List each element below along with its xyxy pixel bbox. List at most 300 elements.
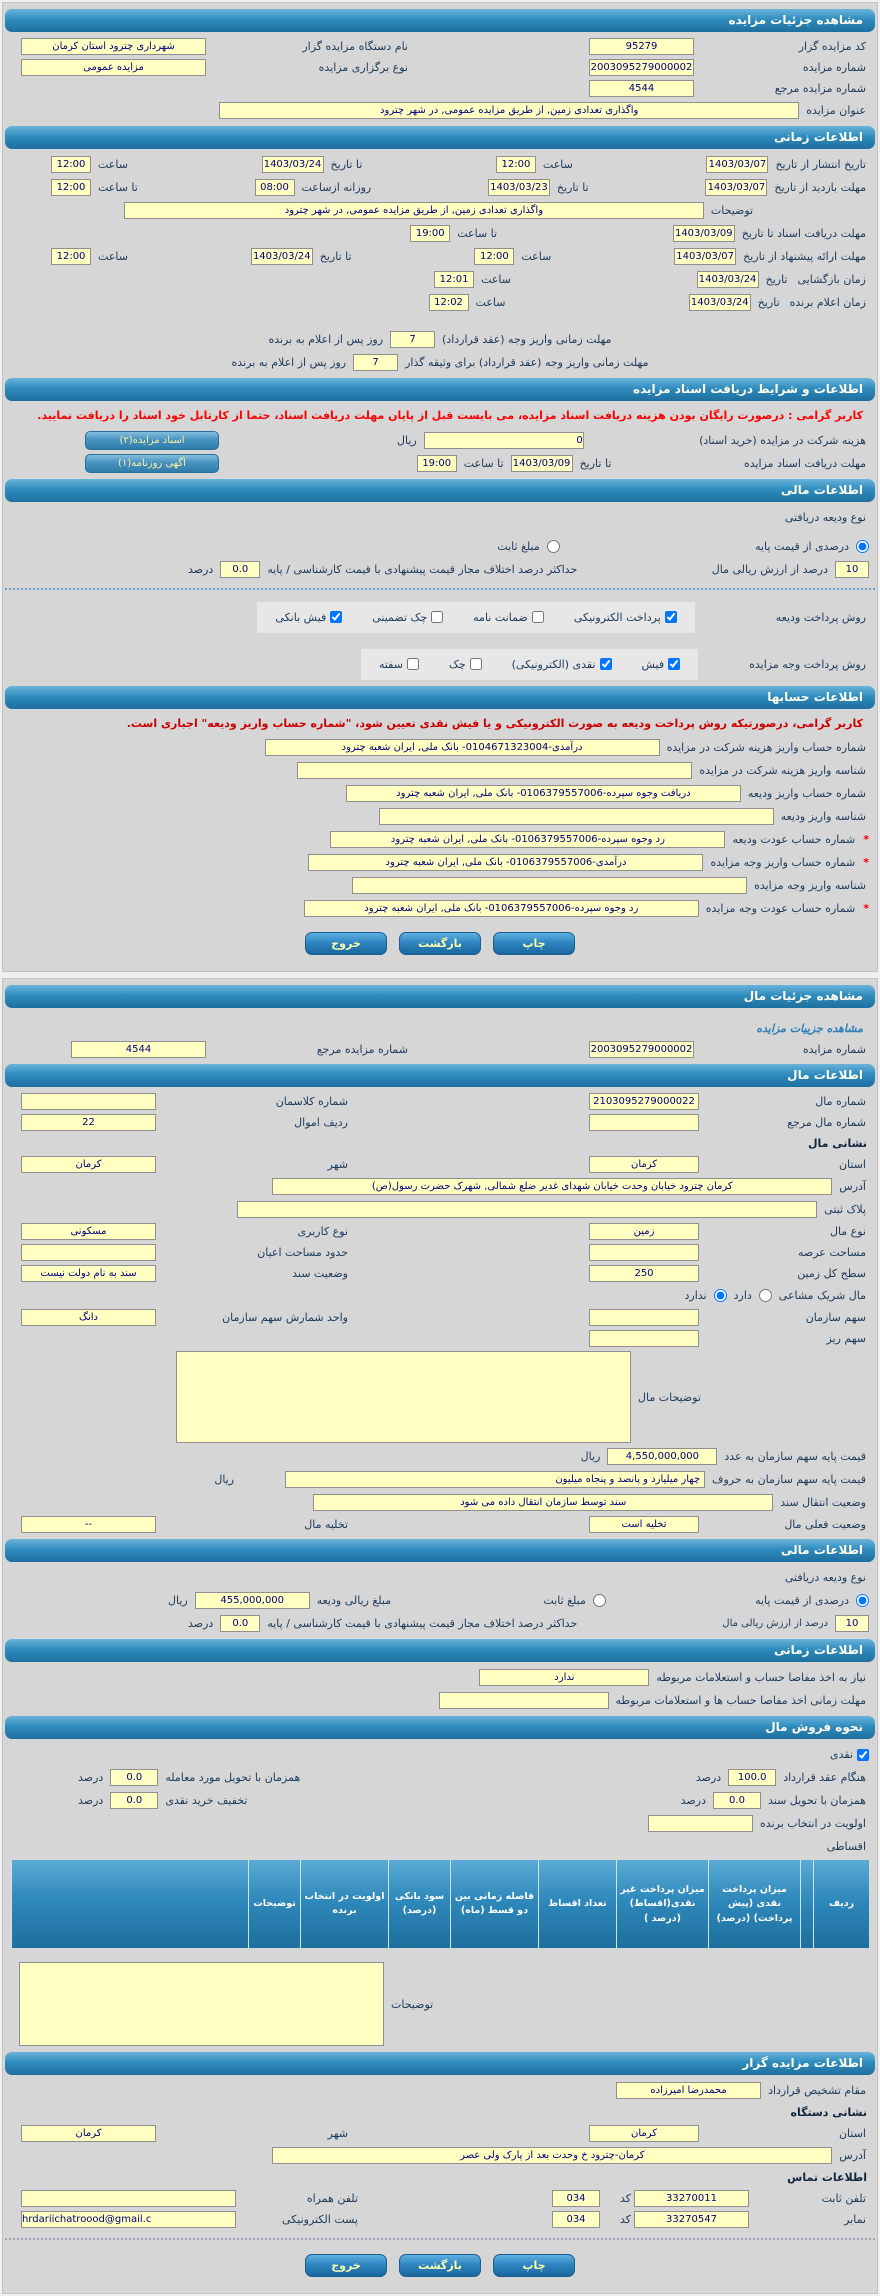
doc-deadline-row bbox=[11, 224, 869, 243]
view-auction-details-link[interactable]: مشاهده جزییات مزایده bbox=[756, 1022, 863, 1036]
account-5-field[interactable]: درآمدی-0106379557006- بانک ملی, ایران شعبه چترود bbox=[308, 854, 703, 871]
auction-code-label: کد مزایده گزار bbox=[798, 40, 866, 53]
deed-transfer-row bbox=[11, 1493, 869, 1512]
area-row bbox=[11, 1244, 869, 1261]
dep-certified-check-checkbox[interactable] bbox=[372, 611, 443, 624]
pay-slip-checkbox-input[interactable] bbox=[668, 658, 680, 670]
installment-table bbox=[11, 1860, 869, 1948]
account-5-label: شماره حساب واریز وجه مزایده bbox=[710, 856, 856, 870]
offer-from-hour-field[interactable]: 12:00 bbox=[474, 248, 514, 265]
auction-code-field[interactable]: 95279 bbox=[589, 38, 694, 55]
payment-method-row bbox=[11, 649, 869, 680]
pay-check-checkbox[interactable] bbox=[449, 658, 482, 671]
offer-to-date-label: تا تاریخ bbox=[319, 250, 352, 263]
asset-number-field[interactable]: 2103095279000022 bbox=[589, 1093, 699, 1110]
auction-type-label: نوع برگزاری مزایده bbox=[318, 61, 408, 74]
auction-docs-button[interactable]: اسناد مزایده(۲) bbox=[85, 431, 219, 450]
total-land-label: سطح کل زمین bbox=[797, 1267, 866, 1281]
asset-action-buttons bbox=[3, 2254, 877, 2277]
financial-section-header-b: اطلاعات مالی bbox=[5, 1539, 875, 1562]
mafasa-deadline-field[interactable] bbox=[439, 1692, 609, 1709]
percent-label-b: درصد از ارزش ریالی مال bbox=[722, 1618, 828, 1630]
percent-row-a bbox=[11, 560, 869, 579]
pay-cash-electronic-label: نقدی (الکترونیکی) bbox=[511, 657, 596, 671]
phone-code-label: کد bbox=[619, 2192, 631, 2206]
offer-to-hour-label: ساعت bbox=[98, 250, 128, 263]
payment-method-label: روش پرداخت وجه مزایده bbox=[749, 657, 866, 671]
organizer-section-header: اطلاعات مزایده گزار bbox=[5, 2052, 875, 2075]
opening-label: زمان بازگشایی bbox=[797, 273, 866, 286]
organizer-city-field[interactable]: کرمان bbox=[21, 2125, 156, 2142]
fax-label: نمابر bbox=[844, 2213, 866, 2227]
phone-code-field[interactable]: 034 bbox=[552, 2190, 600, 2207]
account-row bbox=[11, 807, 869, 826]
organizer-address-label: آدرس bbox=[839, 2149, 866, 2163]
pay-deadline-2-label: مهلت زمانی واریز وجه (عقد قرارداد) برای وثیقه گذار bbox=[405, 356, 649, 369]
contract-time-field[interactable]: 100.0 bbox=[728, 1769, 776, 1786]
asset-auction-number-row bbox=[11, 1041, 869, 1058]
dotted-divider bbox=[5, 588, 875, 590]
deposit-method-label: روش پرداخت ودیعه bbox=[775, 610, 866, 624]
percent-base-radio-input-b[interactable] bbox=[856, 1594, 869, 1607]
timing-desc-row bbox=[11, 201, 869, 220]
org-name-label: نام دستگاه مزایده گزار bbox=[302, 40, 408, 53]
accounts-warning-text: کاربر گرامی، درصورتیکه روش پرداخت ودیعه به صورت الکترونیکی و یا فیش نقدی تعیین شود، "شماره حساب واریز ودیعه" اجباری است. bbox=[126, 716, 863, 730]
phone-field[interactable]: 33270011 bbox=[634, 2190, 749, 2207]
payment-method-band bbox=[361, 649, 698, 680]
percent-base-radio-b[interactable] bbox=[752, 1594, 869, 1607]
timing-section-header: اطلاعات زمانی bbox=[5, 126, 875, 149]
asset-address-row bbox=[11, 1177, 869, 1196]
winner-date-label: تاریخ bbox=[757, 296, 780, 309]
base-price-words-field[interactable]: چهار میلیارد و پانصد و پنجاه میلیون bbox=[285, 1471, 705, 1488]
dep-certified-check-label: چک تضمینی bbox=[372, 610, 428, 624]
asset-auction-ref-label: شماره مزایده مرجع bbox=[316, 1043, 408, 1057]
pay-deadline-row-2 bbox=[11, 353, 869, 372]
evacuate-field[interactable]: -- bbox=[21, 1516, 156, 1533]
table-header-filler bbox=[11, 1860, 248, 1948]
doc-receive-date-field[interactable]: 1403/03/09 bbox=[511, 455, 573, 472]
deposit-type-label-b: نوع ودیعه دریافتی bbox=[784, 1571, 866, 1585]
publish-from-label: تاریخ انتشار از تاریخ bbox=[775, 158, 866, 171]
share-detail-label: سهم ریز bbox=[826, 1332, 866, 1346]
asset-type-label: نوع مال bbox=[829, 1225, 866, 1239]
asset-ref-field[interactable] bbox=[589, 1114, 699, 1131]
publish-to-date-label: تا تاریخ bbox=[330, 158, 363, 171]
plate-row bbox=[11, 1200, 869, 1219]
plate-label: پلاک ثبتی bbox=[824, 1203, 866, 1217]
deed-time-field[interactable]: 0.0 bbox=[713, 1792, 761, 1809]
offer-from-date-field[interactable]: 1403/03/07 bbox=[674, 248, 736, 265]
share-detail-field[interactable] bbox=[589, 1330, 699, 1347]
winner-time-row bbox=[11, 293, 869, 312]
newspaper-ad-button[interactable]: آگهی روزنامه(۱) bbox=[85, 454, 219, 473]
delivery-label: همزمان با تحویل مورد معامله bbox=[165, 1771, 301, 1785]
doc-receive-hour-field[interactable]: 19:00 bbox=[417, 455, 457, 472]
maxdiff-label-b: حداکثر درصد اختلاف مجاز قیمت پیشنهادی با قیمت کارشناسی / پایه bbox=[267, 1617, 578, 1631]
delivery-field[interactable]: 0.0 bbox=[110, 1769, 158, 1786]
contract-authority-row bbox=[11, 2081, 869, 2100]
total-land-field[interactable]: 250 bbox=[589, 1265, 699, 1282]
account-3-label: شناسه واریز ودیعه bbox=[780, 810, 866, 824]
auction-ref-label: شماره مزایده مرجع bbox=[774, 82, 866, 95]
back-button[interactable]: بازگشت bbox=[399, 932, 481, 955]
auction-type-field[interactable]: مزایده عمومی bbox=[21, 59, 206, 76]
asset-city-label: شهر bbox=[327, 1158, 348, 1172]
mafasa-field[interactable]: ندارد bbox=[479, 1669, 649, 1686]
auction-row-code-org bbox=[11, 38, 869, 55]
account-7-field[interactable]: رد وجوه سپرده-0106379557006- بانک ملی, ایران شعبه چترود bbox=[304, 900, 699, 917]
asset-auction-number-field[interactable]: 2003095279000002 bbox=[589, 1041, 694, 1058]
asset-desc-row bbox=[11, 1351, 869, 1443]
auction-row-ref bbox=[11, 80, 869, 97]
asset-number-row bbox=[11, 1093, 869, 1110]
org-share-field[interactable] bbox=[589, 1309, 699, 1326]
visit-from-label: مهلت بازدید از تاریخ bbox=[774, 181, 866, 194]
asset-auction-ref-field[interactable]: 4544 bbox=[71, 1041, 206, 1058]
partner-yes-label: دارد bbox=[733, 1289, 752, 1303]
building-area-field[interactable] bbox=[21, 1244, 156, 1261]
account-4-label: شماره حساب عودت ودیعه bbox=[732, 833, 856, 847]
auction-ref-field[interactable]: 4544 bbox=[589, 80, 694, 97]
contract-time-label: هنگام عقد قرارداد bbox=[783, 1771, 866, 1785]
offer-to-hour-field[interactable]: 12:00 bbox=[51, 248, 91, 265]
publish-from-hour-field[interactable]: 12:00 bbox=[496, 156, 536, 173]
land-area-field[interactable] bbox=[589, 1244, 699, 1261]
doc-deadline-hour-field[interactable]: 19:00 bbox=[410, 225, 450, 242]
pay-deadline-row-1 bbox=[11, 330, 869, 349]
plate-field[interactable] bbox=[237, 1201, 817, 1218]
current-status-field[interactable]: تخلیه است bbox=[589, 1516, 699, 1533]
partner-yes-radio-input[interactable] bbox=[759, 1289, 772, 1302]
cash-sale-row bbox=[11, 1745, 869, 1764]
publish-hour-label: ساعت bbox=[542, 158, 573, 171]
fax-row bbox=[11, 2211, 869, 2228]
deposit-type-label-a: نوع ودیعه دریافتی bbox=[784, 510, 866, 524]
docs-section-header: اطلاعات و شرایط دریافت اسناد مزایده bbox=[5, 378, 875, 401]
sale-desc-textarea[interactable] bbox=[19, 1962, 384, 2046]
fax-field[interactable]: 33270547 bbox=[634, 2211, 749, 2228]
share-unit-label: واحد شمارش سهم سازمان bbox=[222, 1311, 348, 1325]
accounts-section-header: اطلاعات حسابها bbox=[5, 686, 875, 709]
base-price-row bbox=[11, 1447, 869, 1466]
winner-hour-label: ساعت bbox=[475, 296, 506, 309]
priority-row bbox=[11, 1814, 869, 1833]
email-label: پست الکترونیکی bbox=[282, 2213, 358, 2227]
fax-code-field[interactable]: 034 bbox=[552, 2211, 600, 2228]
maxdiff-unit-a: درصد bbox=[188, 562, 214, 576]
opening-hour-field[interactable]: 12:01 bbox=[434, 271, 474, 288]
organizer-address-row bbox=[11, 2146, 869, 2165]
visit-to-hour-field[interactable]: 12:00 bbox=[51, 179, 91, 196]
doc-receive-label: مهلت دریافت اسناد مزایده bbox=[743, 456, 866, 470]
deed-transfer-field[interactable]: سند توسط سازمان انتقال داده می شود bbox=[313, 1494, 773, 1511]
docs-warning-text: کاربر گرامی : درصورت رایگان بودن هزینه دریافت اسناد مزایده، می بایست قبل از پایان مهلت دریافت اسناد، حتما از کارتابل خود اسناد را دریافت نمایید. bbox=[37, 409, 863, 422]
contract-authority-field[interactable]: محمدرضا امیرزاده bbox=[616, 2082, 761, 2099]
account-1-label: شناسه واریز هزینه شرکت در مزایده bbox=[699, 764, 866, 778]
offer-to-date-field[interactable]: 1403/03/24 bbox=[251, 248, 313, 265]
org-share-label: سهم سازمان bbox=[805, 1311, 866, 1325]
share-unit-field[interactable]: دانگ bbox=[21, 1309, 156, 1326]
required-star: * bbox=[863, 833, 869, 847]
opening-date-field[interactable]: 1403/03/24 bbox=[697, 271, 759, 288]
deed-status-field[interactable]: سند به نام دولت نیست bbox=[21, 1265, 156, 1282]
base-price-words-label: قیمت پایه سهم سازمان به حروف bbox=[712, 1473, 866, 1487]
mobile-field[interactable] bbox=[21, 2190, 236, 2207]
exit-button[interactable]: خروج bbox=[305, 2254, 387, 2277]
account-1-field[interactable] bbox=[297, 762, 692, 779]
organizer-address-heading: نشانی دستگاه bbox=[790, 2106, 867, 2120]
partner-no-radio-input[interactable] bbox=[714, 1289, 727, 1302]
winner-hour-field[interactable]: 12:02 bbox=[429, 294, 469, 311]
dep-electronic-checkbox-input[interactable] bbox=[665, 611, 677, 623]
percent-row-b bbox=[11, 1614, 869, 1633]
doc-deadline-hour-label: تا ساعت bbox=[457, 227, 498, 240]
fixed-amount-radio-label-b: مبلغ ثابت bbox=[543, 1594, 586, 1608]
dep-electronic-label: پرداخت الکترونیکی bbox=[573, 610, 661, 624]
installment-row bbox=[11, 1837, 869, 1856]
deposit-type-row-a bbox=[11, 508, 869, 527]
maxdiff-unit-b: درصد bbox=[188, 1617, 214, 1631]
asset-ref-label: شماره مال مرجع bbox=[787, 1116, 866, 1130]
dep-electronic-checkbox[interactable] bbox=[574, 611, 677, 624]
organizer-province-label: استان bbox=[838, 2127, 866, 2141]
asset-city-field[interactable]: کرمان bbox=[21, 1156, 156, 1173]
asset-auction-number-label: شماره مزایده bbox=[802, 1043, 866, 1057]
publish-from-date-field[interactable]: 1403/03/07 bbox=[706, 156, 768, 173]
partner-yes-radio[interactable] bbox=[731, 1289, 772, 1302]
table-header-interval: فاصله زمانی بین دو قسط (ماه) bbox=[450, 1860, 538, 1948]
visit-to-date-field[interactable]: 1403/03/23 bbox=[488, 179, 550, 196]
auction-row-number-type bbox=[11, 59, 869, 76]
percent-base-radio-input-a[interactable] bbox=[856, 540, 869, 553]
pay-deadline-1-suffix: روز پس از اعلام به برنده bbox=[268, 333, 384, 346]
dotted-divider-bottom bbox=[5, 2238, 875, 2240]
dep-bank-slip-checkbox[interactable] bbox=[275, 611, 342, 624]
winner-date-field[interactable]: 1403/03/24 bbox=[689, 294, 751, 311]
deed-time-unit: درصد bbox=[680, 1794, 706, 1808]
dep-guarantee-label: ضمانت نامه bbox=[473, 610, 528, 624]
pay-promissory-checkbox-input[interactable] bbox=[407, 658, 419, 670]
maxdiff-field-a[interactable]: 0.0 bbox=[220, 561, 260, 578]
winner-label: زمان اعلام برنده bbox=[789, 296, 866, 309]
visit-daily-from-field[interactable]: 08:00 bbox=[255, 179, 295, 196]
pay-deadline-2-field[interactable]: 7 bbox=[353, 354, 398, 371]
pay-promissory-checkbox[interactable] bbox=[379, 658, 419, 671]
dep-bank-slip-checkbox-input[interactable] bbox=[330, 611, 342, 623]
mafasa-deadline-label: مهلت زمانی اخذ مفاصا حساب ها و استعلامات مربوطه bbox=[615, 1694, 866, 1708]
mafasa-deadline-row bbox=[11, 1691, 869, 1710]
back-button[interactable]: بازگشت bbox=[399, 2254, 481, 2277]
asset-details-panel bbox=[2, 978, 878, 2294]
percent-base-radio-label-b: درصدی از قیمت پایه bbox=[755, 1594, 849, 1608]
opening-date-label: تاریخ bbox=[765, 273, 788, 286]
offer-hour-label: ساعت bbox=[521, 250, 552, 263]
percent-value-field-b[interactable]: 10 bbox=[835, 1615, 869, 1632]
asset-ref-row bbox=[11, 1114, 869, 1131]
auction-number-field[interactable]: 2003095279000002 bbox=[589, 59, 694, 76]
sale-desc-label: توضیحات bbox=[391, 1997, 434, 2011]
cash-checkbox-input[interactable] bbox=[857, 1749, 869, 1761]
account-row bbox=[11, 738, 869, 757]
auction-panel-title: مشاهده جزئیات مزایده bbox=[5, 9, 875, 32]
asset-address-heading: نشانی مال bbox=[807, 1137, 867, 1151]
asset-province-city-row bbox=[11, 1156, 869, 1173]
classman-field[interactable] bbox=[21, 1093, 156, 1110]
table-header-priority: اولویت در انتخاب برنده bbox=[300, 1860, 388, 1948]
fixed-amount-radio-b[interactable] bbox=[540, 1594, 605, 1607]
dep-guarantee-checkbox-input[interactable] bbox=[532, 611, 544, 623]
base-price-label: قیمت پایه سهم سازمان به عدد bbox=[724, 1450, 866, 1464]
contract-time-unit: درصد bbox=[695, 1771, 722, 1785]
account-2-field[interactable]: دریافت وجوه سپرده-0106379557006- بانک ملی, ایران شعبه چترود bbox=[346, 785, 741, 802]
priority-label: اولویت در انتخاب برنده bbox=[760, 1817, 866, 1831]
print-button[interactable]: چاپ bbox=[493, 932, 575, 955]
account-0-field[interactable]: درآمدی-0104671323004- بانک ملی, ایران شعبه چترود bbox=[265, 739, 660, 756]
deposit-amount-unit: ریال bbox=[168, 1594, 188, 1608]
current-status-label: وضعیت فعلی مال bbox=[784, 1518, 866, 1532]
visit-from-date-field[interactable]: 1403/03/07 bbox=[705, 179, 767, 196]
maxdiff-label-a: حداکثر درصد اختلاف مجاز قیمت پیشنهادی با قیمت کارشناسی / پایه bbox=[267, 562, 578, 576]
deed-time-label: همزمان با تحویل سند bbox=[767, 1794, 866, 1808]
pay-check-checkbox-input[interactable] bbox=[470, 658, 482, 670]
auction-title-field[interactable]: واگذاری تعدادی زمین, از طریق مزایده عمومی, در شهر چترود bbox=[219, 102, 799, 119]
dep-guarantee-checkbox[interactable] bbox=[473, 611, 544, 624]
account-4-field[interactable]: رد وجوه سپرده-0106379557006- بانک ملی, ایران شعبه چترود bbox=[330, 831, 725, 848]
table-header-bank-interest: سود بانکی (درصد) bbox=[388, 1860, 450, 1948]
pay-deadline-1-label: مهلت زمانی واریز وجه (عقد قرارداد) bbox=[442, 333, 612, 346]
pay-check-label: چک bbox=[448, 657, 466, 671]
usage-type-field[interactable]: مسکونی bbox=[21, 1223, 156, 1240]
org-name-field[interactable]: شهرداری چترود استان کرمان bbox=[21, 38, 206, 55]
asset-type-usage-row bbox=[11, 1223, 869, 1240]
cash-discount-unit: درصد bbox=[78, 1794, 104, 1808]
financial-section-header-a: اطلاعات مالی bbox=[5, 479, 875, 502]
organizer-address-field[interactable]: کرمان-چترود خ وحدت بعد از پارک ولی عصر bbox=[272, 2147, 832, 2164]
percent-value-field-a[interactable]: 10 bbox=[835, 561, 869, 578]
base-price-field[interactable]: 4,550,000,000 bbox=[607, 1448, 717, 1465]
deed-transfer-label: وضعیت انتقال سند bbox=[780, 1496, 866, 1510]
asset-desc-label: توضیحات مال bbox=[638, 1390, 701, 1404]
auction-title-label: عنوان مزایده bbox=[806, 104, 866, 117]
installment-label: اقساطی bbox=[826, 1840, 866, 1854]
exit-button[interactable]: خروج bbox=[305, 932, 387, 955]
asset-province-field[interactable]: کرمان bbox=[589, 1156, 699, 1173]
deed-percent-row bbox=[11, 1791, 869, 1810]
deposit-amount-field[interactable]: 455,000,000 bbox=[195, 1592, 310, 1609]
fixed-amount-radio-label-a: مبلغ ثابت bbox=[497, 539, 540, 553]
deposit-method-row bbox=[11, 602, 869, 633]
account-6-field[interactable] bbox=[352, 877, 747, 894]
publish-to-date-field[interactable]: 1403/03/24 bbox=[262, 156, 324, 173]
share-detail-row bbox=[11, 1330, 869, 1347]
evacuate-label: تخلیه مال bbox=[304, 1518, 348, 1532]
fixed-amount-radio-input-a[interactable] bbox=[547, 540, 560, 553]
maxdiff-field-b[interactable]: 0.0 bbox=[220, 1615, 260, 1632]
doc-fee-row bbox=[11, 431, 869, 450]
asset-address-field[interactable]: کرمان چترود خیابان وحدت خیابان شهدای غدیر ضلع شمالی, شهرک حضرت رسول(ص) bbox=[272, 1178, 832, 1195]
base-price-words-unit: ریال bbox=[214, 1473, 235, 1487]
cash-discount-field[interactable]: 0.0 bbox=[110, 1792, 158, 1809]
offer-date-row bbox=[11, 247, 869, 266]
partner-no-radio[interactable] bbox=[682, 1289, 727, 1302]
auction-number-label: شماره مزایده bbox=[802, 61, 866, 74]
organizer-city-label: شهر bbox=[327, 2127, 348, 2141]
doc-fee-label: هزینه شرکت در مزایده (خرید اسناد) bbox=[699, 433, 866, 447]
auction-details-panel bbox=[2, 2, 878, 972]
percent-base-radio-a[interactable] bbox=[752, 540, 869, 553]
pay-slip-checkbox[interactable] bbox=[642, 658, 681, 671]
timing-section-header-b: اطلاعات زمانی bbox=[5, 1639, 875, 1662]
print-button[interactable]: چاپ bbox=[493, 2254, 575, 2277]
doc-fee-field[interactable]: 0 bbox=[424, 432, 584, 449]
contract-authority-label: مقام تشخیص قرارداد bbox=[768, 2084, 866, 2098]
account-row bbox=[11, 761, 869, 780]
table-header-empty bbox=[800, 1860, 813, 1948]
current-status-row bbox=[11, 1516, 869, 1533]
percent-base-radio-label-a: درصدی از قیمت پایه bbox=[755, 539, 849, 553]
asset-row-label: ردیف اموال bbox=[294, 1116, 348, 1130]
doc-deadline-label: مهلت دریافت اسناد تا تاریخ bbox=[741, 227, 866, 240]
priority-field[interactable] bbox=[648, 1815, 753, 1832]
pay-cash-electronic-checkbox[interactable] bbox=[512, 658, 612, 671]
account-0-label: شماره حساب واریز هزینه شرکت در مزایده bbox=[666, 741, 866, 755]
mafasa-row bbox=[11, 1668, 869, 1687]
deposit-kind-row-a bbox=[11, 537, 869, 556]
fixed-amount-radio-a[interactable] bbox=[494, 540, 559, 553]
account-row bbox=[11, 830, 869, 849]
asset-desc-textarea[interactable] bbox=[176, 1351, 631, 1443]
pay-deadline-1-field[interactable]: 7 bbox=[390, 331, 435, 348]
phone-label: تلفن ثابت bbox=[821, 2192, 866, 2206]
organizer-province-field[interactable]: کرمان bbox=[589, 2125, 699, 2142]
timing-desc-label: توضیحات bbox=[710, 204, 754, 217]
deed-status-label: وضعیت سند bbox=[292, 1267, 348, 1281]
contact-info-heading: اطلاعات تماس bbox=[787, 2171, 867, 2185]
account-3-field[interactable] bbox=[379, 808, 774, 825]
required-star: * bbox=[863, 902, 869, 916]
visit-date-row bbox=[11, 178, 869, 197]
doc-deadline-date-field[interactable]: 1403/03/09 bbox=[673, 225, 735, 242]
opening-hour-label: ساعت bbox=[481, 273, 511, 286]
fixed-amount-radio-input-b[interactable] bbox=[593, 1594, 606, 1607]
pay-cash-electronic-checkbox-input[interactable] bbox=[600, 658, 612, 670]
table-header-cash-payment: میزان پرداخت نقدی (پیش پرداخت) (درصد) bbox=[708, 1860, 800, 1948]
asset-type-field[interactable]: زمین bbox=[589, 1223, 699, 1240]
asset-number-label: شماره مال bbox=[815, 1095, 866, 1109]
cash-label: نقدی bbox=[829, 1748, 853, 1762]
email-field[interactable]: hrdariichatroood@gmail.c bbox=[21, 2211, 236, 2228]
publish-to-hour-field[interactable]: 12:00 bbox=[51, 156, 91, 173]
asset-province-label: استان bbox=[838, 1158, 866, 1172]
cash-discount-label: تخفیف خرید نقدی bbox=[165, 1794, 248, 1808]
land-area-label: مساحت عرصه bbox=[797, 1246, 866, 1260]
dep-certified-check-checkbox-input[interactable] bbox=[431, 611, 443, 623]
deposit-method-band bbox=[257, 602, 694, 633]
doc-receive-deadline-row bbox=[11, 454, 869, 473]
usage-type-label: نوع کاربری bbox=[297, 1225, 348, 1239]
cash-checkbox[interactable] bbox=[830, 1748, 869, 1761]
classman-label: شماره کلاسمان bbox=[275, 1095, 348, 1109]
asset-row-field[interactable]: 22 bbox=[21, 1114, 156, 1131]
auction-action-buttons bbox=[3, 932, 877, 955]
publish-to-hour-label: ساعت bbox=[98, 158, 128, 171]
timing-desc-field[interactable]: واگذاری تعدادی زمین, از طریق مزایده عمومی, در شهر چترود bbox=[124, 202, 704, 219]
base-price-words-row bbox=[11, 1470, 869, 1489]
asset-info-section-header: اطلاعات مال bbox=[5, 1064, 875, 1087]
partner-no-label: ندارد bbox=[684, 1289, 707, 1303]
account-6-label: شناسه واریز وجه مزایده bbox=[754, 879, 866, 893]
